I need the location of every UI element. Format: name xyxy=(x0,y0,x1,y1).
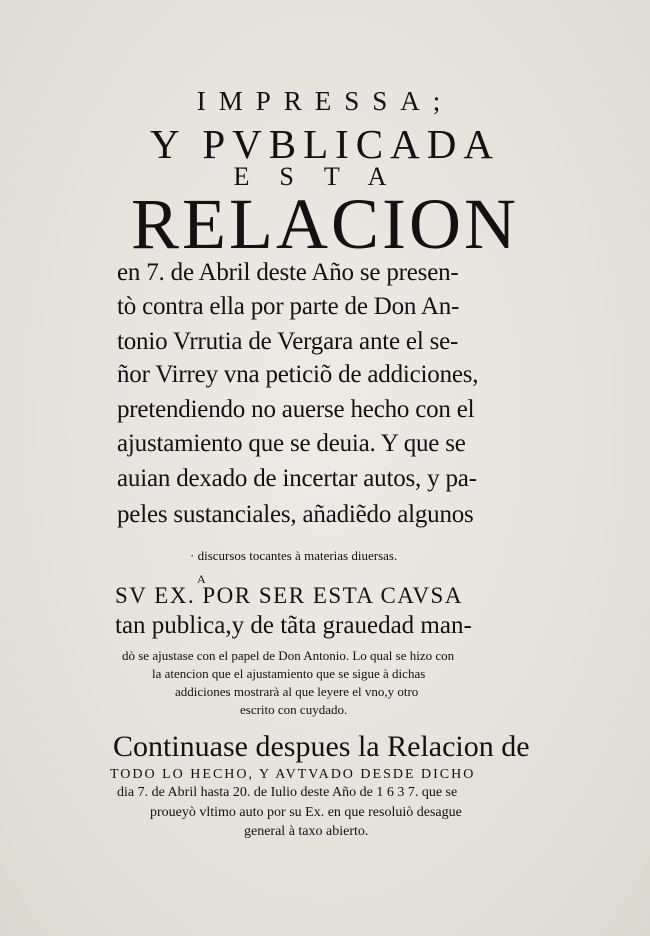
decree-accent-mark: A xyxy=(197,572,206,586)
body-line-2: tò contra ella por parte de Don An- xyxy=(117,293,460,320)
decree-small-line-3: addiciones mostrarà al que leyere el vno,y otro xyxy=(175,684,419,699)
body-line-1: en 7. de Abril deste Año se presen- xyxy=(117,259,459,286)
decree-small-line-1: dò se ajustase con el papel de Don Antonio. Lo qual se hizo con xyxy=(122,648,455,663)
title-line-relacion: RELACION xyxy=(131,184,519,264)
body-line-4: ñor Virrey vna peticiõ de addiciones, xyxy=(117,361,479,388)
continuation-heading: Continuase despues la Relacion de xyxy=(113,730,530,763)
body-line-8: peles sustanciales, añadiẽdo algunos xyxy=(117,501,474,528)
continuation-line-3: proueyò vltimo auto por su Ex. en que resoluiò desague xyxy=(150,805,462,820)
continuation-line-4: general à taxo abierto. xyxy=(244,824,369,839)
continuation-line-1: TODO LO HECHO, Y AVTVADO DESDE DICHO xyxy=(110,767,476,782)
body-line-5: pretendiendo no auerse hecho con el xyxy=(117,396,475,423)
body-line-9: · discursos tocantes à materias diuersas. xyxy=(190,548,398,563)
body-line-7: auian dexado de incertar autos, y pa- xyxy=(117,465,477,492)
continuation-line-2: dia 7. de Abril hasta 20. de Iulio deste Año de 1 6 3 7. que se xyxy=(117,785,458,800)
decree-line-2: tan publica,y de tãta grauedad man- xyxy=(115,612,472,639)
title-line-esta: ESTA xyxy=(233,162,417,191)
body-line-3: tonio Vrrutia de Vergara ante el se- xyxy=(117,328,459,355)
decree-small-line-4: escrito con cuydado. xyxy=(240,702,348,717)
title-line-publicada: Y PVBLICADA xyxy=(150,121,500,167)
decree-heading: SV EX. POR SER ESTA CAVSA xyxy=(115,583,463,608)
body-line-6: ajustamiento que se deuia. Y que se xyxy=(117,430,466,457)
title-line-impressa: IMPRESSA; xyxy=(196,86,454,116)
decree-small-line-2: la atencion que el ajustamiento que se sigue à dichas xyxy=(152,666,426,681)
